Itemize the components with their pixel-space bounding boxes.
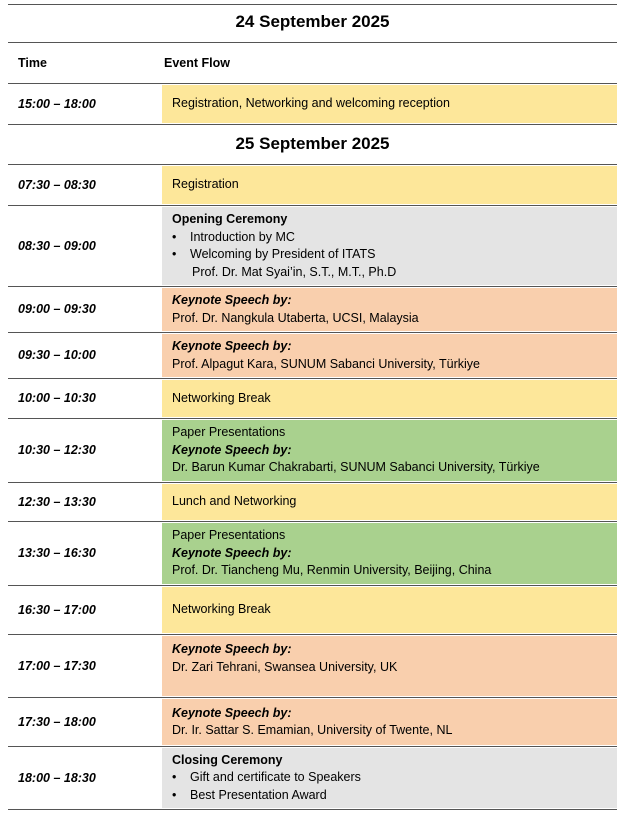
row-time: 10:30 – 12:30 [18, 443, 96, 457]
row-event [162, 420, 617, 481]
row-time: 09:30 – 10:00 [18, 348, 96, 362]
ceremony-title: Closing Ceremony [172, 752, 283, 767]
table-row [8, 419, 617, 482]
row-event [162, 748, 617, 808]
event-text: Networking Break [172, 390, 271, 405]
bullet-item: • Welcoming by President of ITATS [172, 246, 607, 264]
row-time: 08:30 – 09:00 [18, 239, 96, 253]
table-row [8, 379, 617, 418]
table-header [8, 43, 617, 83]
day2-date: 25 September 2025 [235, 134, 390, 153]
event-text: Networking Break [172, 602, 271, 617]
speaker-name: Prof. Alpagut Kara, SUNUM Sabanci University, Türkiye [172, 356, 480, 371]
row-event [162, 288, 617, 331]
row-time: 07:30 – 08:30 [18, 178, 96, 192]
row-event [162, 334, 617, 377]
event-text: Lunch and Networking [172, 494, 297, 509]
table-row [8, 287, 617, 332]
row-time: 12:30 – 13:30 [18, 495, 96, 509]
row-event [162, 636, 617, 696]
event-text: Registration [172, 177, 239, 192]
paper-presentations: Paper Presentations [172, 425, 286, 440]
table-row [8, 333, 617, 378]
speaker-name: Dr. Barun Kumar Chakrabarti, SUNUM Sabanci University, Türkiye [172, 460, 540, 475]
table-row [8, 84, 617, 124]
time-header: Time [18, 56, 47, 70]
table-row [8, 698, 617, 746]
row-time: 16:30 – 17:00 [18, 603, 96, 617]
speaker-name: Dr. Ir. Sattar S. Emamian, University of Twente, NL [172, 723, 453, 737]
keynote-label: Keynote Speech by: [172, 642, 292, 656]
ceremony-title: Opening Ceremony [172, 212, 288, 226]
event-flow-header: Event Flow [164, 56, 230, 70]
row-time: 17:00 – 17:30 [18, 659, 96, 673]
table-row [8, 206, 617, 286]
row-event [162, 587, 617, 633]
row-time: 15:00 – 18:00 [18, 97, 96, 111]
row-event [162, 523, 617, 584]
speaker-name: Prof. Dr. Nangkula Utaberta, UCSI, Malaysia [172, 310, 419, 325]
table-row [8, 522, 617, 585]
row-time: 09:00 – 09:30 [18, 302, 96, 316]
table-row [8, 483, 617, 521]
row-time: 17:30 – 18:00 [18, 715, 96, 729]
president-name: Prof. Dr. Mat Syai’in, S.T., M.T., Ph.D [192, 264, 397, 279]
keynote-label: Keynote Speech by: [172, 293, 292, 307]
keynote-label: Keynote Speech by: [172, 442, 292, 457]
row-time: 18:00 – 18:30 [18, 771, 96, 785]
row-event [162, 85, 617, 123]
bullet-item: • Introduction by MC [172, 229, 607, 247]
table-row [8, 747, 617, 809]
table-row [8, 635, 617, 697]
keynote-label: Keynote Speech by: [172, 705, 292, 720]
event-text: Registration, Networking and welcoming reception [172, 96, 450, 111]
row-event [162, 380, 617, 417]
day1-date: 24 September 2025 [235, 12, 390, 31]
paper-presentations: Paper Presentations [172, 528, 286, 543]
speaker-name: Dr. Zari Tehrani, Swansea University, UK [172, 659, 398, 674]
speaker-name: Prof. Dr. Tiancheng Mu, Renmin University, Beijing, China [172, 563, 492, 578]
row-event [162, 699, 617, 745]
row-event [162, 207, 617, 285]
row-time: 13:30 – 16:30 [18, 546, 96, 560]
bullet-item: • Best Presentation Award [172, 787, 607, 805]
row-event [162, 484, 617, 520]
bullet-item: • Gift and certificate to Speakers [172, 769, 607, 787]
row-event [162, 166, 617, 204]
table-row [8, 586, 617, 634]
table-row [8, 165, 617, 205]
keynote-label: Keynote Speech by: [172, 339, 292, 353]
row-time: 10:00 – 10:30 [18, 391, 96, 405]
keynote-label: Keynote Speech by: [172, 545, 292, 560]
